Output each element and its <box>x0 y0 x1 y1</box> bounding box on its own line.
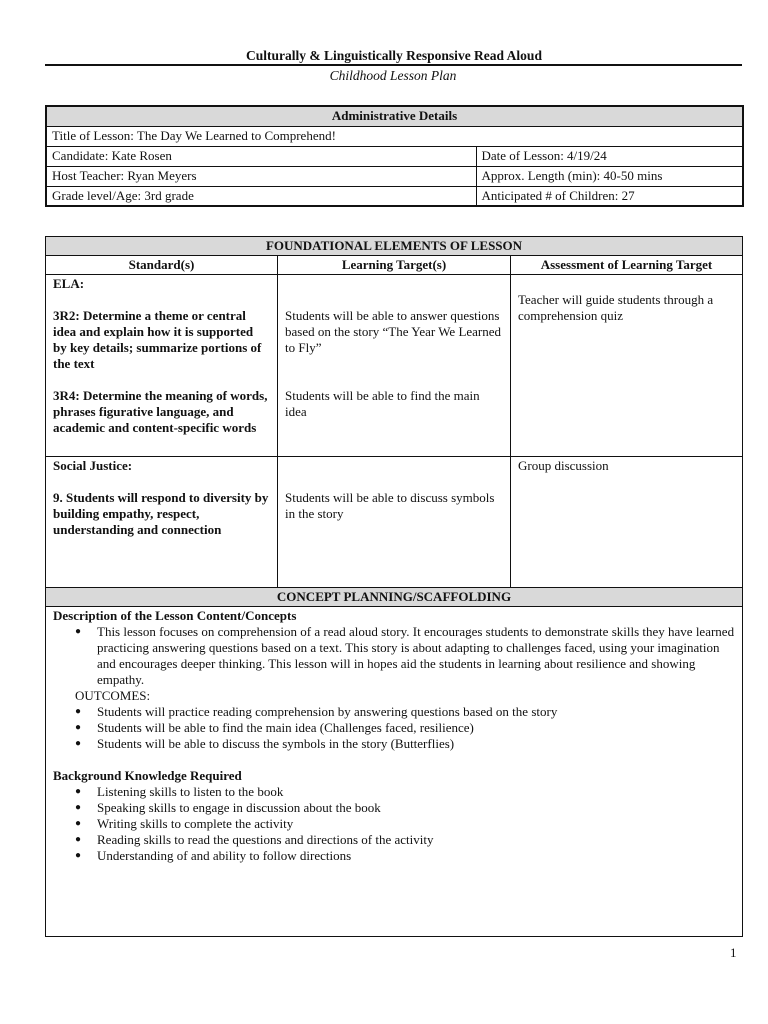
concept-planning-heading: CONCEPT PLANNING/SCAFFOLDING <box>46 588 743 607</box>
list-item: ● Reading skills to read the questions and directions of the activity <box>53 832 735 848</box>
date-cell: Date of Lesson: 4/19/24 <box>476 146 743 166</box>
outcomes-label: OUTCOMES: <box>75 688 151 703</box>
grade-cell: Grade level/Age: 3rd grade <box>46 186 476 206</box>
ela-label: ELA: <box>53 276 85 291</box>
ela-assessment-cell <box>511 275 743 457</box>
social-justice-label: Social Justice: <box>53 458 133 473</box>
description-list <box>53 624 735 688</box>
standard-3r2: 3R2: Determine a theme or central idea and explain how it is supported by key details; summarize portions of the text <box>53 308 262 371</box>
concept-content-cell <box>46 607 743 937</box>
list-item: ● Writing skills to complete the activity <box>53 816 735 832</box>
ela-targets-cell <box>278 275 511 457</box>
background-heading: Background Knowledge Required <box>53 768 242 783</box>
learning-target-3: Students will be able to discuss symbols in the story <box>285 490 495 521</box>
document-subtitle: Childhood Lesson Plan <box>329 68 457 83</box>
social-justice-standards-cell <box>46 457 278 588</box>
title-rule <box>45 64 742 66</box>
learning-target-1: Students will be able to answer questions based on the story “The Year We Learned to Fly” <box>285 308 502 355</box>
list-item: ● Speaking skills to engage in discussion about the book <box>53 800 735 816</box>
admin-details-table <box>45 105 744 207</box>
admin-details-heading: Administrative Details <box>46 106 743 126</box>
assessment-1: Teacher will guide students through a comprehension quiz <box>518 292 714 323</box>
background-list <box>53 784 735 864</box>
standard-3r4: 3R4: Determine the meaning of words, phrases figurative language, and academic and content-specific words <box>53 388 268 435</box>
lesson-title-cell: Title of Lesson: The Day We Learned to Comprehend! <box>46 126 743 146</box>
children-cell: Anticipated # of Children: 27 <box>476 186 743 206</box>
standards-column-header: Standard(s) <box>46 256 278 275</box>
document-title: Culturally & Linguistically Responsive Read Aloud <box>246 48 542 63</box>
learning-target-2: Students will be able to find the main idea <box>285 388 480 419</box>
assessment-column-header: Assessment of Learning Target <box>511 256 743 275</box>
targets-column-header: Learning Target(s) <box>278 256 511 275</box>
length-cell: Approx. Length (min): 40-50 mins <box>476 166 743 186</box>
foundational-heading: FOUNDATIONAL ELEMENTS OF LESSON <box>46 237 743 256</box>
social-justice-targets-cell <box>278 457 511 588</box>
foundational-elements-table <box>45 236 743 937</box>
host-teacher-cell: Host Teacher: Ryan Meyers <box>46 166 476 186</box>
outcomes-list <box>53 704 735 752</box>
assessment-2: Group discussion <box>518 458 609 473</box>
list-item: ● Understanding of and ability to follow directions <box>53 848 735 864</box>
candidate-cell: Candidate: Kate Rosen <box>46 146 476 166</box>
list-item: ● This lesson focuses on comprehension of a read aloud story. It encourages students to demonstrate skills they have learned practicing answering questions based on a text. This story is about adapting to challenges faced, using your imagination and encourages deeper thinking. This lesson will in hopes aid the students in learning about resilience and showing empathy. <box>53 624 735 688</box>
standard-sj-9: 9. Students will respond to diversity by building empathy, respect, understanding and connection <box>53 490 269 537</box>
list-item: ● Students will practice reading comprehension by answering questions based on the story <box>53 704 735 720</box>
list-item: ● Students will be able to find the main idea (Challenges faced, resilience) <box>53 720 735 736</box>
description-heading: Description of the Lesson Content/Concepts <box>53 608 297 623</box>
list-item: ● Listening skills to listen to the book <box>53 784 735 800</box>
ela-standards-cell <box>46 275 278 457</box>
list-item: ● Students will be able to discuss the symbols in the story (Butterflies) <box>53 736 735 752</box>
page-number: 1 <box>730 945 737 960</box>
social-justice-assessment-cell <box>511 457 743 588</box>
